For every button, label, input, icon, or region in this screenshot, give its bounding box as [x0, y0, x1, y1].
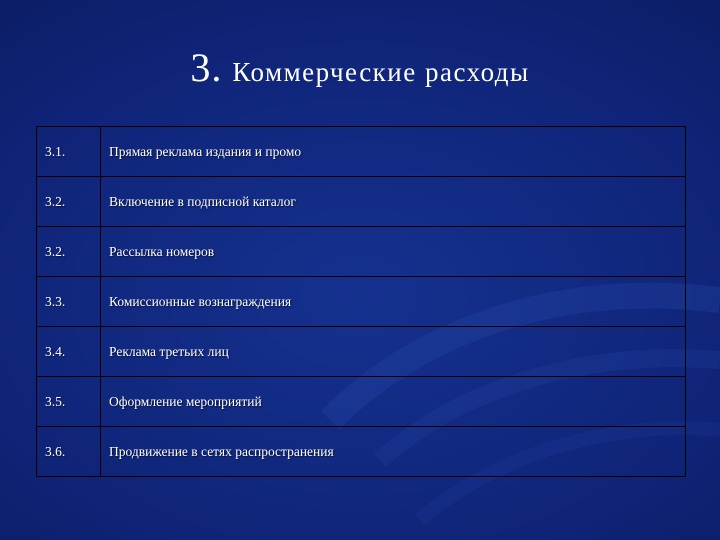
- table-row: [37, 227, 686, 277]
- row-label: Продвижение в сетях распространения: [101, 427, 686, 477]
- row-label: Оформление мероприятий: [101, 377, 686, 427]
- row-number: 3.3.: [37, 277, 101, 327]
- row-number: 3.1.: [37, 127, 101, 177]
- table-row: [37, 277, 686, 327]
- row-number: 3.2.: [37, 177, 101, 227]
- table-row: [37, 327, 686, 377]
- row-label: Прямая реклама издания и промо: [101, 127, 686, 177]
- table-row: [37, 427, 686, 477]
- row-number: 3.5.: [37, 377, 101, 427]
- row-number: 3.2.: [37, 227, 101, 277]
- page-title: [0, 44, 720, 91]
- row-label: Включение в подписной каталог: [101, 177, 686, 227]
- row-number: 3.4.: [37, 327, 101, 377]
- title-text: Коммерческие расходы: [232, 57, 530, 87]
- row-number: 3.6.: [37, 427, 101, 477]
- title-number: 3.: [190, 45, 223, 90]
- row-label: Комиссионные вознаграждения: [101, 277, 686, 327]
- expenses-table: [36, 126, 686, 477]
- table-row: [37, 177, 686, 227]
- table-row: [37, 127, 686, 177]
- row-label: Реклама третьих лиц: [101, 327, 686, 377]
- row-label: Рассылка номеров: [101, 227, 686, 277]
- table-row: [37, 377, 686, 427]
